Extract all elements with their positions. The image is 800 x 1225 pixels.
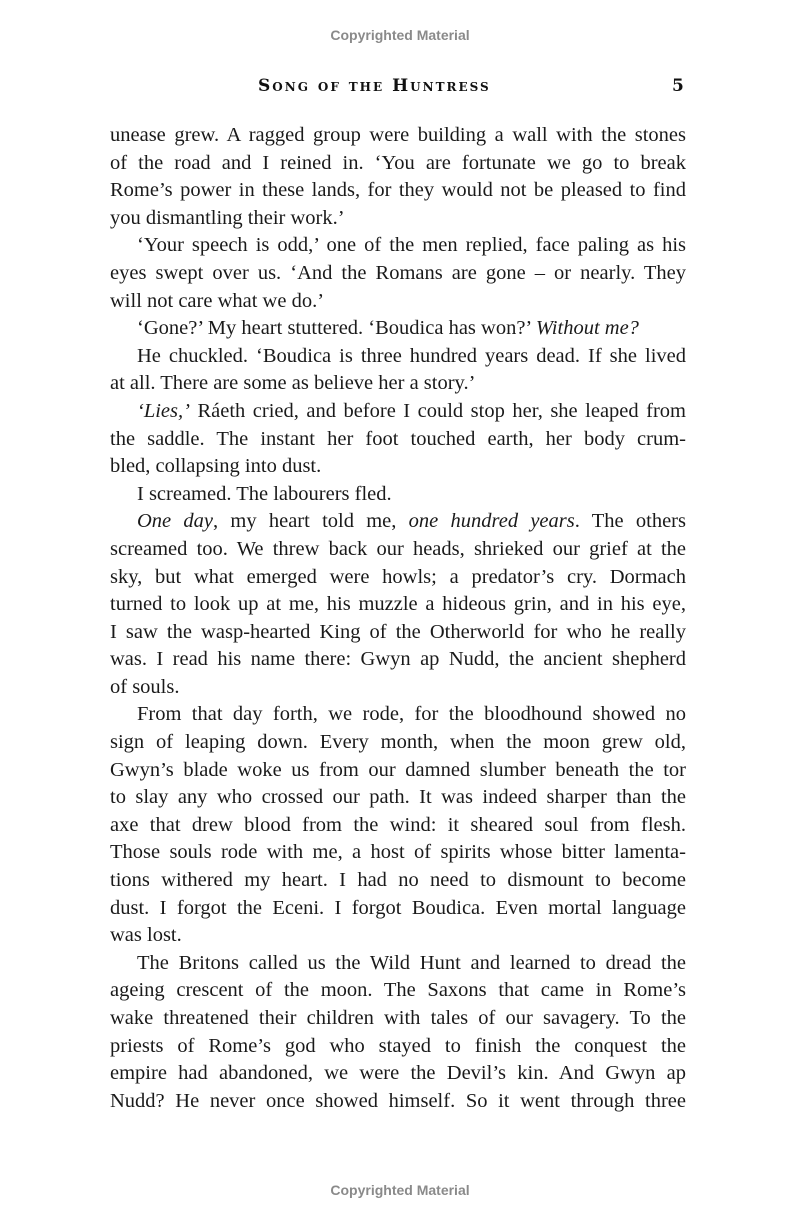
text-line (110, 1005, 686, 1033)
text-segment: you dismantling their work.’ (110, 206, 345, 229)
text-line (110, 757, 686, 785)
italic-text: one hundred years (408, 510, 575, 533)
text-line (110, 315, 686, 343)
text-segment: bled, collapsing into dust. (110, 455, 322, 478)
text-line (110, 288, 686, 316)
text-line (110, 508, 686, 536)
text-segment: priests of Rome’s god who stayed to finish the conquest the (110, 1034, 686, 1057)
text-segment: I screamed. The labourers fled. (137, 482, 392, 505)
text-line (110, 646, 686, 674)
text-segment: empire had abandoned, we were the Devil’s kin. And Gwyn ap (110, 1062, 686, 1085)
italic-text: ‘Lies,’ (137, 399, 190, 422)
text-line (110, 536, 686, 564)
text-segment: Nudd? He never once showed himself. So it went through three (110, 1089, 686, 1112)
text-segment: tions withered my heart. I had no need to dismount to become (110, 869, 686, 892)
text-segment: wake threatened their children with tales of our savagery. To the (110, 1007, 686, 1029)
text-line (110, 950, 686, 978)
text-line (110, 1088, 686, 1116)
text-line (110, 619, 686, 647)
text-segment: turned to look up at me, his muzzle a hideous grin, and in his eye, (110, 593, 686, 616)
text-segment: dust. I forgot the Eceni. I forgot Boudica. Even mortal language (110, 896, 686, 919)
text-line (110, 150, 686, 178)
text-segment: of souls. (110, 675, 180, 698)
text-line (110, 922, 686, 950)
text-line (110, 1060, 686, 1088)
text-line (110, 205, 686, 233)
text-segment: axe that drew blood from the wind: it sheared soul from flesh. (110, 813, 686, 836)
text-segment: unease grew. A ragged group were building a wall with the stones (110, 124, 686, 146)
text-segment: to slay any who crossed our path. It was indeed sharper than the (110, 786, 686, 809)
text-segment: was. I read his name there: Gwyn ap Nudd, the ancient shepherd (110, 648, 686, 671)
text-line (110, 1033, 686, 1061)
text-segment: ‘Gone?’ My heart stuttered. ‘Boudica has won?’ (137, 317, 536, 340)
text-segment: The Britons called us the Wild Hunt and learned to dread the (137, 951, 686, 974)
text-line (110, 426, 686, 454)
text-segment: at all. There are some as believe her a story.’ (110, 372, 476, 395)
text-line (110, 453, 686, 481)
text-segment: sign of leaping down. Every month, when the moon grew old, (110, 731, 686, 754)
italic-text: Without me? (535, 317, 639, 340)
text-line (110, 895, 686, 923)
text-segment: Rome’s power in these lands, for they would not be pleased to find (110, 179, 686, 202)
running-header-title: Song of the Huntress (258, 76, 491, 96)
copyright-watermark-bottom: Copyrighted Material (330, 1182, 470, 1198)
text-line (110, 232, 686, 260)
text-segment: ‘Your speech is odd,’ one of the men replied, face paling as his (137, 234, 686, 257)
text-segment: From that day forth, we rode, for the bloodhound showed no (137, 703, 686, 726)
text-segment: sky, but what emerged were howls; a predator’s cry. Dormach (110, 565, 686, 588)
text-segment: eyes swept over us. ‘And the Romans are gone – or nearly. They (110, 261, 686, 284)
text-line (110, 343, 686, 371)
text-line (110, 370, 686, 398)
text-segment: will not care what we do.’ (110, 289, 325, 312)
text-segment: I saw the wasp-hearted King of the Otherworld for who he really (110, 620, 686, 643)
italic-text: One day (137, 510, 214, 533)
text-line (110, 701, 686, 729)
text-line (110, 839, 686, 867)
page-number: 5 (672, 76, 684, 96)
text-segment: He chuckled. ‘Boudica is three hundred years dead. If she lived (137, 344, 686, 367)
text-line (110, 977, 686, 1005)
text-segment: . The others (574, 510, 686, 533)
text-line (110, 122, 686, 150)
copyright-watermark-top: Copyrighted Material (330, 27, 470, 43)
text-segment: Those souls rode with me, a host of spirits whose bitter lamenta- (110, 841, 686, 864)
text-segment: was lost. (110, 924, 182, 947)
text-line (110, 564, 686, 592)
text-segment: ageing crescent of the moon. The Saxons that came in Rome’s (110, 979, 686, 1002)
text-line (110, 674, 686, 702)
text-segment: Ráeth cried, and before I could stop her, she leaped from (189, 399, 686, 422)
text-line (110, 867, 686, 895)
text-line (110, 591, 686, 619)
text-segment: the saddle. The instant her foot touched earth, her body crum- (110, 427, 686, 450)
text-line (110, 398, 686, 426)
text-segment: screamed too. We threw back our heads, shrieked our grief at the (110, 537, 686, 560)
text-line (110, 177, 686, 205)
text-segment: of the road and I reined in. ‘You are fortunate we go to break (110, 151, 686, 174)
text-segment: Gwyn’s blade woke us from our damned slumber beneath the tor (110, 758, 686, 781)
body-text (110, 122, 686, 1115)
text-line (110, 481, 686, 509)
text-segment: , my heart told me, (213, 510, 409, 533)
text-line (110, 729, 686, 757)
text-line (110, 812, 686, 840)
text-line (110, 784, 686, 812)
text-line (110, 260, 686, 288)
